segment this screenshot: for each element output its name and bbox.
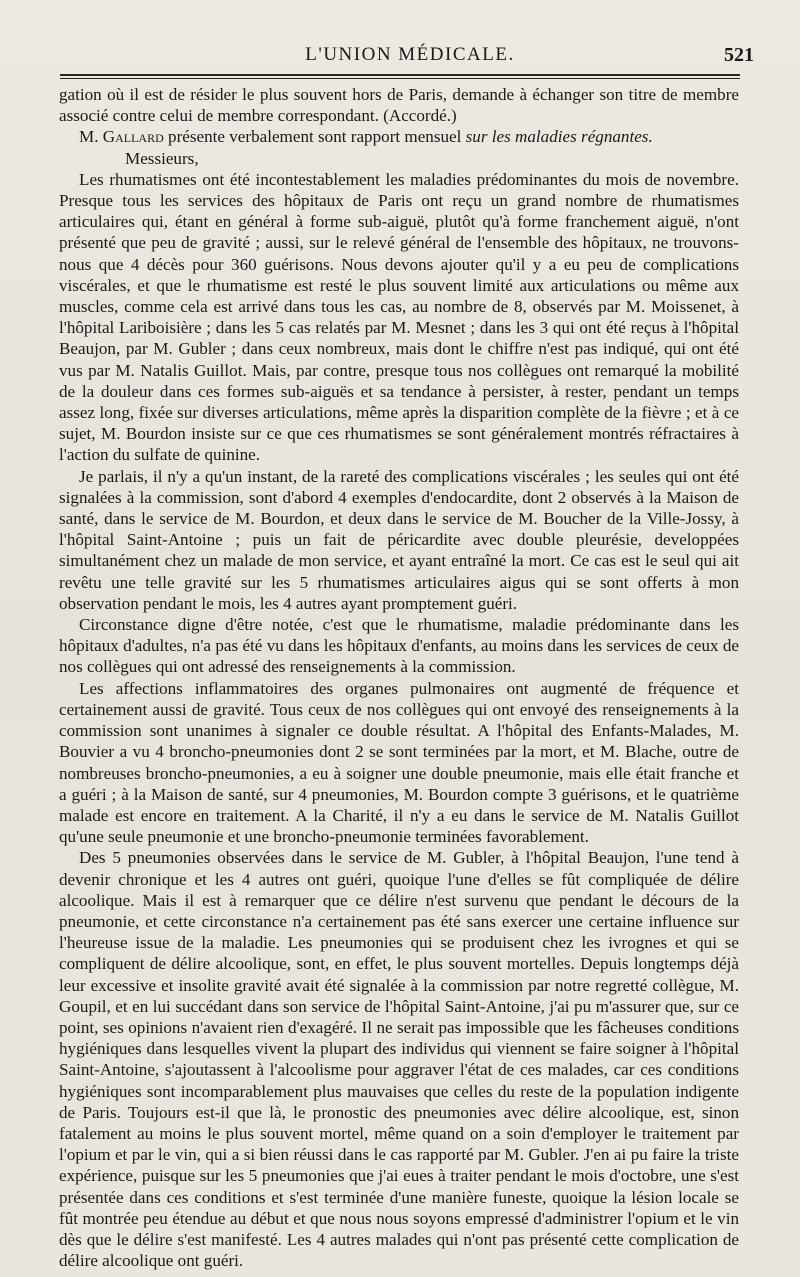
paragraph-complications: Je parlais, il n'y a qu'un instant, de la rareté des complications viscérales ; les seules qui ont été signalées à la commission, sont d'abord 4 exemples d'endocardite, dont 2 observés à la Maison de santé, dans le service de M. Bourdon, et deux dans le service de M. Boucher de la Ville-Jossy, à l'hôpital Saint-Antoine ; puis un fait de péricardite avec double pleurésie, developpées simultanément chez un malade de mon service, et ayant entraîné la mort. Ce cas est le seul qui ait revêtu une telle gravité sur les 5 rhumatismes articulaires aigus qui se sont offerts à mon observation pendant le mois, les 4 autres ayant promptement guéri. xyxy=(59,466,739,613)
page-number: 521 xyxy=(724,44,754,66)
journal-title: L'UNION MÉDICALE. xyxy=(305,44,515,65)
paragraph-rhumatismes: Les rhumatismes ont été incontestablement les maladies prédominantes du mois de novembre. Presque tous les services des hôpitaux de Paris ont reçu un grand nombre de rhumatismes articulaires qui, étant en général à forme sub-aiguë, plutôt qu'à forme franchement aiguë, n'ont présenté que peu de gravité ; aussi, sur le relevé général de l'ensemble des hôpitaux, ne trouvons-nous que 4 décès pour 360 guérisons. Nous devons ajouter qu'il y a eu peu de complications viscérales, et que le rhumatisme est resté le plus souvent limité aux articulations ou même aux muscles, comme cela est arrivé dans tous les cas, au nombre de 8, observés par M. Moissenet, à l'hôpital Lariboisière ; dans les 5 cas relatés par M. Mesnet ; dans les 3 qui ont été reçus à l'hôpital Beaujon, par M. Gubler ; dans ceux nombreux, mais dont le chiffre n'est pas indiqué, qui ont été vus par M. Natalis Guillot. Mais, par contre, presque tous nos collègues ont remarqué la mobilité de la douleur dans ces formes sub-aiguës et sa tendance à persister, à rester, pendant un temps assez long, fixée sur diverses articulations, même après la disparition complète de la fièvre ; et à ce sujet, M. Bourdon insiste sur ce que ces rhumatismes se sont généralement montrés réfractaires à l'action du sulfate de quinine. xyxy=(59,169,739,465)
paragraph-circonstance: Circonstance digne d'être notée, c'est que le rhumatisme, maladie prédominante dans les hôpitaux d'adultes, n'a pas été vu dans les hôpitaux d'enfants, au moins dans les services de ceux de nos collègues qui ont adressé des renseignements à la commission. xyxy=(59,615,739,677)
paragraph-report-intro xyxy=(59,126,739,147)
speaker-name: M. Gallard xyxy=(79,127,164,147)
intro-text: présente verbalement sont rapport mensuel xyxy=(163,127,466,147)
paragraph-pneumonies: Des 5 pneumonies observées dans le service de M. Gubler, à l'hôpital Beaujon, l'une tend à devenir chronique et les 4 autres ont guéri, quoique l'une d'elles se fût compliquée de délire alcoolique. Mais il est à remarquer que ce délire n'est survenu que pendant le décours de la pneumonie, et cette circonstance n'a certainement pas été sans exercer une certaine influence sur l'heureuse issue de la maladie. Les pneumonies qui se produisent chez les ivrognes et qui se compliquent de délire alcoolique, sont, en effet, le plus souvent mortelles. Depuis longtemps déjà leur excessive et insolite gravité avait été signalée à la commission par notre regretté collègue, M. Goupil, et en lui succédant dans son service de l'hôpital Saint-Antoine, j'ai pu m'assurer que, sur ce point, ses opinions n'avaient rien d'exagéré. Il ne serait pas impossible que les fâcheuses conditions hygiéniques dans lesquelles vivent la plupart des individus qui viennent se faire soigner à l'hôpital Saint-Antoine, s'ajoutassent à l'alcoolisme pour aggraver l'état de ces malades, car ces conditions hygiéniques sont incomparablement plus mauvaises que celles du reste de la population indigente de Paris. Toujours est-il que là, le pronostic des pneumonies avec délire alcoolique, est, sinon fatalement au moins le plus souvent mortel, même quand on a soin d'employer le traitement par l'opium et par le vin, qui a si bien réussi dans le cas rapporté par M. Gubler. J'en ai pu faire la triste expérience, puisque sur les 5 pneumonies que j'ai eues à traiter pendant le mois d'octobre, une s'est présentée dans ces conditions et s'est terminée d'une manière funeste, quoique la lésion locale se fût montrée peu étendue au début et que nous nous soyons empressé d'administrer l'opium et le vin dès que le délire s'est manifesté. Les 4 autres malades qui n'ont pas présenté cette complication de délire alcoolique ont guéri. xyxy=(59,848,739,1271)
paragraph-affections-pulmonaires: Les affections inflammatoires des organes pulmonaires ont augmenté de fréquence et certainement aussi de gravité. Tous ceux de nos collègues qui ont envoyé des renseignements à la commission sont unanimes à signaler ce double résultat. A l'hôpital des Enfants-Malades, M. Bouvier a vu 4 broncho-pneumonies dont 2 se sont terminées par la mort, et M. Blache, outre de nombreuses broncho-pneumonies, a eu à soigner une double pneumonie, mais elle était franche et a guéri ; à la Maison de santé, sur 4 pneumonies, M. Bourdon compte 3 guérisons, et le quatrième malade est encore en traitement. A la Charité, il n'y a eu dans le service de M. Natalis Guillot qu'une seule pneumonie et une broncho-pneumonie terminées favorablement. xyxy=(59,678,739,847)
report-subject: sur les maladies régnantes. xyxy=(465,127,653,147)
running-head xyxy=(60,44,760,72)
salutation: Messieurs, xyxy=(125,148,199,168)
header-rule xyxy=(60,74,740,79)
paragraph-continuation: gation où il est de résider le plus souvent hors de Paris, demande à échanger son titre de membre associé contre celui de membre correspondant. (Accordé.) xyxy=(59,85,739,126)
article-body xyxy=(59,84,739,1271)
